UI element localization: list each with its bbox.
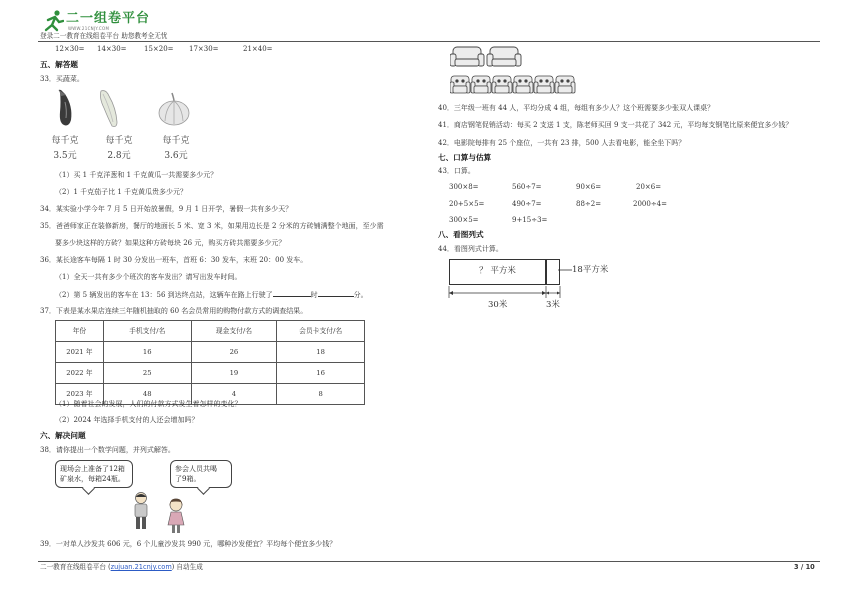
bubble-line: 了9箱。 xyxy=(175,475,201,484)
cucumber-icon xyxy=(97,88,121,130)
eggplant-icon xyxy=(55,88,77,128)
calc-item: 9+15÷3= xyxy=(512,216,548,224)
section-heading-7: 七、口算与估算 xyxy=(438,153,492,162)
question-37-1: （1）随着社会的发展，人们的付款方式发生着怎样的变化？ xyxy=(55,400,242,408)
calc-item: 14×30= xyxy=(97,45,127,53)
unit-hour: 时 xyxy=(310,291,318,299)
footer-text-a: 二一教育在线组卷平台 ( xyxy=(40,563,111,571)
dimension-arrows xyxy=(446,286,564,300)
calc-item: 21×40= xyxy=(243,45,273,53)
bubble-line: 参会人员共喝 xyxy=(175,465,217,473)
calc-item: 15×20= xyxy=(144,45,174,53)
table-cell: 2022 年 xyxy=(56,363,104,384)
answer-blank[interactable] xyxy=(318,290,354,297)
question-38: 38．请你提出一个数学问题，并列式解答。 xyxy=(40,446,175,454)
veg-unit-label: 每千克 xyxy=(162,136,190,146)
veg-price: 2.8元 xyxy=(107,151,131,161)
unknown-area-label: ？ 平方米 xyxy=(479,266,516,276)
question-41: 41．商店钢笔促销活动：每买 2 支送 1 支，陈老师买回 9 支一共花了 342 元，平均每支钢笔比原来便宜多少钱？ xyxy=(438,121,793,129)
site-logo xyxy=(44,10,154,34)
question-33-1: （1）买 1 千克洋葱和 1 千克黄瓜一共需要多少元？ xyxy=(55,171,218,179)
girl-figure-icon xyxy=(165,498,187,534)
table-cell: 8 xyxy=(277,384,365,405)
table-cell: 18 xyxy=(277,342,365,363)
veg-unit-label: 每千克 xyxy=(105,136,133,146)
boy-figure-icon xyxy=(130,492,152,532)
pointer-line xyxy=(558,264,572,274)
known-area-label: 18平方米 xyxy=(572,265,609,275)
page-number: 3 / 10 xyxy=(794,563,815,571)
question-36-2-text: （2）第 5 辆发出的客车在 13：56 到达终点站，这辆车在路上行驶了 xyxy=(55,291,273,299)
cabbage-icon xyxy=(156,91,192,127)
child-sofa-group-icon xyxy=(450,74,576,96)
question-39: 39．一对单人沙发共 606 元，6 个儿童沙发共 990 元，哪种沙发便宜？平均每个便宜多少钱？ xyxy=(40,540,337,548)
calc-item: 300×5= xyxy=(449,216,479,224)
veg-price: 3.6元 xyxy=(164,151,188,161)
question-37-2: （2）2024 年选择手机支付的人还会增加吗？ xyxy=(55,416,199,424)
question-36-1: （1）全天一共有多少个班次的客车发出？请写出发车时间。 xyxy=(55,273,242,281)
length-label-30: 30米 xyxy=(488,300,508,310)
table-header: 手机支付/名 xyxy=(103,321,191,342)
table-header: 会员卡支付/名 xyxy=(277,321,365,342)
calc-item: 2000÷4= xyxy=(633,200,667,208)
question-36: 36．某长途客车每隔 1 时 30 分发出一班车，首班 6：30 发车，末班 20：00 发车。 xyxy=(40,256,308,264)
question-44: 44．看图列式计算。 xyxy=(438,245,503,253)
footer-link[interactable]: zujuan.21cnjy.com xyxy=(110,563,172,571)
footer-text xyxy=(40,564,203,572)
table-header: 年份 xyxy=(56,321,104,342)
table-cell: 2023 年 xyxy=(56,384,104,405)
table-cell: 16 xyxy=(103,342,191,363)
question-36-2 xyxy=(55,290,368,299)
length-label-3: 3米 xyxy=(546,300,560,310)
calc-item: 560÷7= xyxy=(512,183,542,191)
question-42: 42．电影院每排有 25 个座位，一共有 23 排，500 人去看电影，能全坐下吗？ xyxy=(438,139,686,147)
footer-text-b: ) 自动生成 xyxy=(171,563,203,571)
table-row xyxy=(56,363,365,384)
question-40: 40．三年级一班有 44 人，平均分成 4 组，每组有多少人？这个班需要多少张双人课桌？ xyxy=(438,104,715,112)
table-cell: 4 xyxy=(191,384,277,405)
bubble-line: 现场会上准备了12箱 xyxy=(60,465,125,473)
table-row xyxy=(56,342,365,363)
logo-sub: WWW.21CNJY.COM xyxy=(68,26,110,31)
table-cell: 25 xyxy=(103,363,191,384)
calc-item: 88÷2= xyxy=(576,200,602,208)
table-header: 现金支付/名 xyxy=(191,321,277,342)
veg-price: 3.5元 xyxy=(53,151,77,161)
speech-bubble-boy xyxy=(55,460,133,488)
table-header-row xyxy=(56,321,365,342)
section-heading-8: 八、看图列式 xyxy=(438,230,484,239)
calc-item: 300×8= xyxy=(449,183,479,191)
header-divider xyxy=(38,41,820,42)
header-slogan: 登录二一教育在线组卷平台 助您教考全无忧 xyxy=(40,32,168,40)
section-heading-5: 五、解答题 xyxy=(40,60,78,69)
calc-item: 490÷7= xyxy=(512,200,542,208)
unit-minute: 分。 xyxy=(353,291,368,299)
table-cell: 16 xyxy=(277,363,365,384)
question-43: 43．口算。 xyxy=(438,167,475,175)
calc-item: 90×6= xyxy=(576,183,602,191)
survey-table xyxy=(55,320,365,405)
table-cell: 19 xyxy=(191,363,277,384)
calc-item: 17×30= xyxy=(189,45,219,53)
veg-unit-label: 每千克 xyxy=(51,136,79,146)
section-heading-6: 六、解决问题 xyxy=(40,431,86,440)
calc-item: 20×6= xyxy=(636,183,662,191)
question-34: 34．某实验小学今年 7 月 5 日开始放暑假，9 月 1 日开学，暑假一共有多少天？ xyxy=(40,205,293,213)
calc-item: 20+5×5= xyxy=(449,200,485,208)
answer-blank[interactable] xyxy=(273,290,311,297)
question-33-2: （2）1 千克茄子比 1 千克黄瓜贵多少元？ xyxy=(55,188,188,196)
question-33: 33．买蔬菜。 xyxy=(40,75,84,83)
question-37: 37．下表是某水果店连续三年随机抽取的 60 名会员常用的购物付款方式的调查结果。 xyxy=(40,307,308,315)
logo-text: 二一组卷平台 xyxy=(66,11,151,26)
runner-icon xyxy=(44,10,64,32)
single-sofa-group-icon xyxy=(450,44,522,70)
footer-divider xyxy=(38,561,820,562)
bubble-line: 矿泉水，每箱24瓶。 xyxy=(60,475,125,484)
table-cell: 48 xyxy=(103,384,191,405)
table-cell: 26 xyxy=(191,342,277,363)
speech-bubble-girl xyxy=(170,460,232,488)
question-35-line2: 要多少块这样的方砖？如果这种方砖每块 26 元，购买方砖共需要多少元？ xyxy=(55,239,286,247)
table-cell: 2021 年 xyxy=(56,342,104,363)
calc-item: 12×30= xyxy=(55,45,85,53)
question-35-line1: 35．爸爸师家正在装修新房，餐厅的地面长 5 米、宽 3 米，如果用边长是 2 分米的方砖铺满整个地面，至少需 xyxy=(40,222,384,230)
